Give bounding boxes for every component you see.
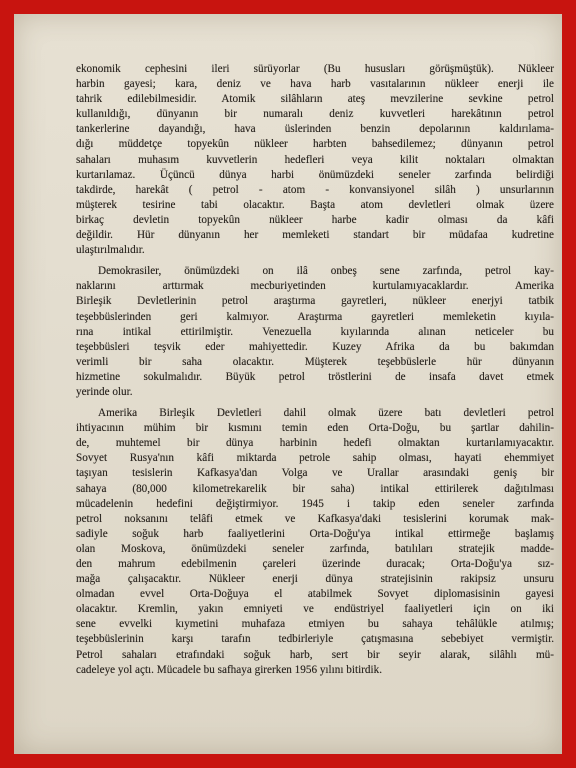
text-line: teşebbüsleri teşvik eder mahiyettedir. Kuzey Afrika da bu bakımdan: [76, 340, 554, 353]
text-line: tahrik edilebilmesidir. Atomik silâhların ateş mevzilerine sevkine petrol: [76, 93, 554, 106]
text-line: tankerlerine dayandığı, hava üslerinden benzin depolarının kaldırılama-: [76, 123, 554, 136]
text-line: kurtarılamaz. Üçüncü dünya harbi önümüzdeki seneler zarfında belirdiği: [76, 168, 554, 181]
text-line: dığı müddetçe topyekûn nükleer harbten bahsedilemez; dünyanın petrol: [76, 138, 554, 151]
page-text: [76, 62, 554, 678]
text-line: ulaştırılmalıdır.: [76, 244, 145, 257]
book-page: [14, 14, 562, 754]
text-line: naklarını arttırmak mecburiyetinden kurtulamıyacaklardır. Amerika: [76, 280, 554, 293]
text-line: olacaktır. Kremlin, yakın emniyeti ve endüstriyel faaliyetleri için on iki: [76, 603, 554, 616]
text-line: olmadan evvel Orta-Doğuya el atabilmek Sovyet diplomasisinin gayesi: [76, 588, 554, 601]
text-line: mağa çalışacaktır. Nükleer enerji dünya stratejisinin rakipsiz unsuru: [76, 573, 554, 586]
paragraph-2: [76, 264, 554, 400]
text-line: sene evvelki kıymetini muhafaza etmiyen bu sahaya tehâlükle atılmış;: [76, 618, 554, 631]
text-line: yerinde olur.: [76, 385, 133, 398]
text-line: cadeleye yol açtı. Mücadele bu safhaya girerken 1956 yılını bitirdik.: [76, 663, 382, 676]
text-line: den mahrum edebilmenin çareleri üzerinde duracak; Orta-Doğu'ya sız-: [76, 558, 554, 570]
paragraph-1: [76, 62, 554, 258]
text-line: olan Moskova, önümüzdeki seneler zarfında, batılıları stratejik madde-: [76, 542, 554, 555]
text-line: verimli bir saha olacaktır. Müşterek teşebbüslerle hür dünyanın: [76, 355, 554, 368]
text-line: teşebbüslerinden geri kalmıyor. Araştırma gayretleri memleketin kıyıla-: [76, 310, 554, 323]
text-line: harbin gayesi; kara, deniz ve hava harb vasıtalarının nükleer enerji ile: [76, 78, 554, 91]
text-line: petrol noksanını telâfi etmek ve Kafkasya'daki tesislerini korumak mak-: [76, 512, 554, 525]
text-line: de, muhtemel bir dünya harbinin hedefi olmaktan kurtarılamıyacaktır.: [76, 437, 554, 450]
text-line: Petrol sahaları etrafındaki soğuk harb, sert bir seyir alarak, silâhlı mü-: [76, 648, 554, 661]
text-line: değildir. Hür dünyanın her memleketi standart bir müdafaa kudretine: [76, 229, 554, 242]
text-line: birkaç devletin topyekûn nükleer harbe kadir olması da kâfi: [76, 213, 554, 226]
text-line: hizmetine sokulmalıdır. Büyük petrol tröstlerini de insafa davet etmek: [76, 370, 554, 383]
text-line: mücadelenin hedefini değiştirmiyor. 1945 i takip eden seneler zarfında: [76, 497, 554, 510]
text-line: rına intikal ettirilmiştir. Venezuella kıyılarında alınan neticeler bu: [76, 325, 554, 338]
text-line: teşebbüslerinin karşı tarafın tedbirleriyle çatışmasına sebebiyet vermiştir.: [76, 633, 554, 646]
text-line: Sovyet Rusya'nın kâfi miktarda petrole sahip olması, hayati ehemmiyet: [76, 452, 554, 465]
text-line: ihtiyacının mühim bir kısmını temin eden Orta-Doğu, bu şartlar dahilin-: [76, 422, 554, 435]
text-line: ekonomik cephesini ileri sürüyorlar (Bu hususları görüşmüştük). Nükleer: [76, 63, 554, 75]
text-line: sadiyle soğuk harb faaliyetlerini Orta-Doğu'ya intikal ettirmeğe başlamış: [76, 527, 554, 540]
text-line: sahaları muhasım kuvvetlerin hedefleri veya kilit noktaları olmaktan: [76, 153, 554, 166]
text-line: takdirde, harekât ( petrol - atom - konvansiyonel silâh ) unsurlarının: [76, 183, 554, 196]
paragraph-3: [76, 406, 554, 678]
text-line: taşıyan tesislerin Kafkasya'dan Volga ve Urallar arasındaki geniş bir: [76, 467, 554, 480]
text-line: sahaya (80,000 kilometrekarelik bir saha) intikal ettirilerek dağıtılması: [76, 482, 554, 495]
text-line: kullanıldığı, dünyanın bir numaralı deniz kuvvetleri harekâtının petrol: [76, 108, 554, 121]
text-line: Birleşik Devletlerinin petrol araştırma gayretleri, nükleer enerjyi tatbik: [76, 295, 554, 308]
text-line: müşterek tesirine tabi olacaktır. Başta atom devletleri olmak üzere: [76, 198, 554, 211]
text-line: Demokrasiler, önümüzdeki on ilâ onbeş sene zarfında, petrol kay-: [98, 265, 554, 278]
text-line: Amerika Birleşik Devletleri dahil olmak üzere batı devletleri petrol: [98, 407, 554, 420]
